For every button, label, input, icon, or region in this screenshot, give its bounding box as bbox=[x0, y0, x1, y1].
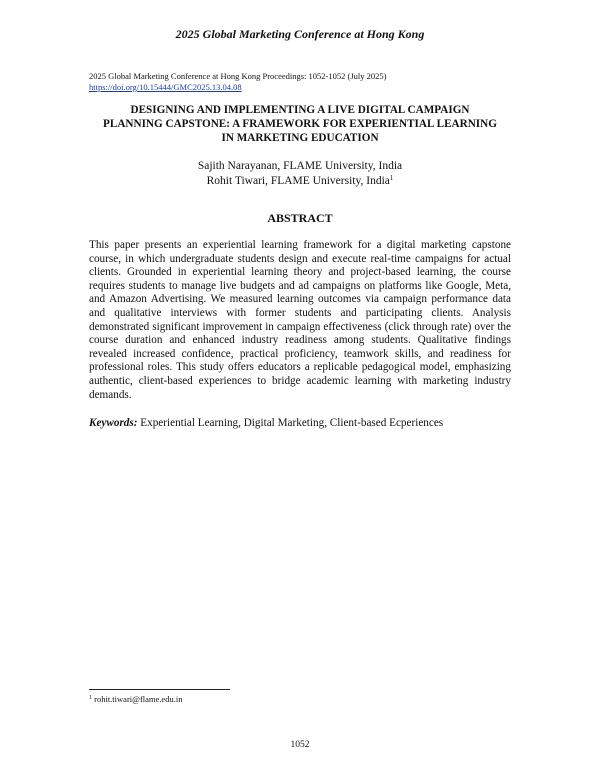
keywords-list: Experiential Learning, Digital Marketing, Client-based Ecperiences bbox=[140, 417, 444, 429]
doi-link[interactable]: https://doi.org/10.15444/GMC2025.13.04.08 bbox=[89, 82, 242, 92]
running-head: 2025 Global Marketing Conference at Hong Kong bbox=[175, 27, 425, 41]
footnote-marker: 1 bbox=[389, 173, 394, 182]
keywords-label: Keywords: bbox=[89, 417, 138, 429]
title-line: DESIGNING AND IMPLEMENTING A LIVE DIGITAL CAMPAIGN bbox=[130, 104, 470, 116]
author-name: Sajith Narayanan, FLAME University, India bbox=[197, 160, 403, 172]
author-name: Rohit Tiwari, FLAME University, India bbox=[206, 174, 390, 187]
author-line bbox=[0, 159, 600, 174]
author-line bbox=[0, 174, 600, 189]
abstract-heading: ABSTRACT bbox=[267, 211, 333, 225]
footnote bbox=[89, 694, 182, 705]
proceedings-citation: 2025 Global Marketing Conference at Hong Kong Proceedings: 1052-1052 (July 2025) bbox=[89, 71, 387, 81]
page-number: 1052 bbox=[290, 740, 310, 750]
title-line: PLANNING CAPSTONE: A FRAMEWORK FOR EXPERIENTIAL LEARNING bbox=[103, 118, 497, 130]
title-line: IN MARKETING EDUCATION bbox=[221, 132, 379, 144]
author-block bbox=[0, 159, 600, 188]
footnote-email: rohit.tiwari@flame.edu.in bbox=[94, 694, 183, 704]
footnote-divider bbox=[89, 689, 230, 690]
paper-title bbox=[89, 103, 511, 145]
keywords bbox=[89, 416, 511, 430]
footnote-number: 1 bbox=[89, 695, 92, 701]
abstract-text: This paper presents an experiential learning framework for a digital marketing capstone course, in which undergraduate students design and execute real-time campaigns for actual clients. Grounded in experiential learning theory and project-based learning, the course requires students to manage live budgets and ad campaigns on platforms like Google, Meta, and Amazon Advertising. We measured learning outcomes via campaign performance data and qualitative interviews with former students and participating clients. Analysis demonstrated significant improvement in campaign effectiveness (click through rate) over the course duration and enhanced industry readiness among students. Qualitative findings revealed increased confidence, practical proficiency, teamwork skills, and readiness for professional roles. This study offers educators a replicable pedagogical model, emphasizing authentic, client-based experiences to bridge academic learning with marketing industry demands. bbox=[89, 239, 511, 401]
